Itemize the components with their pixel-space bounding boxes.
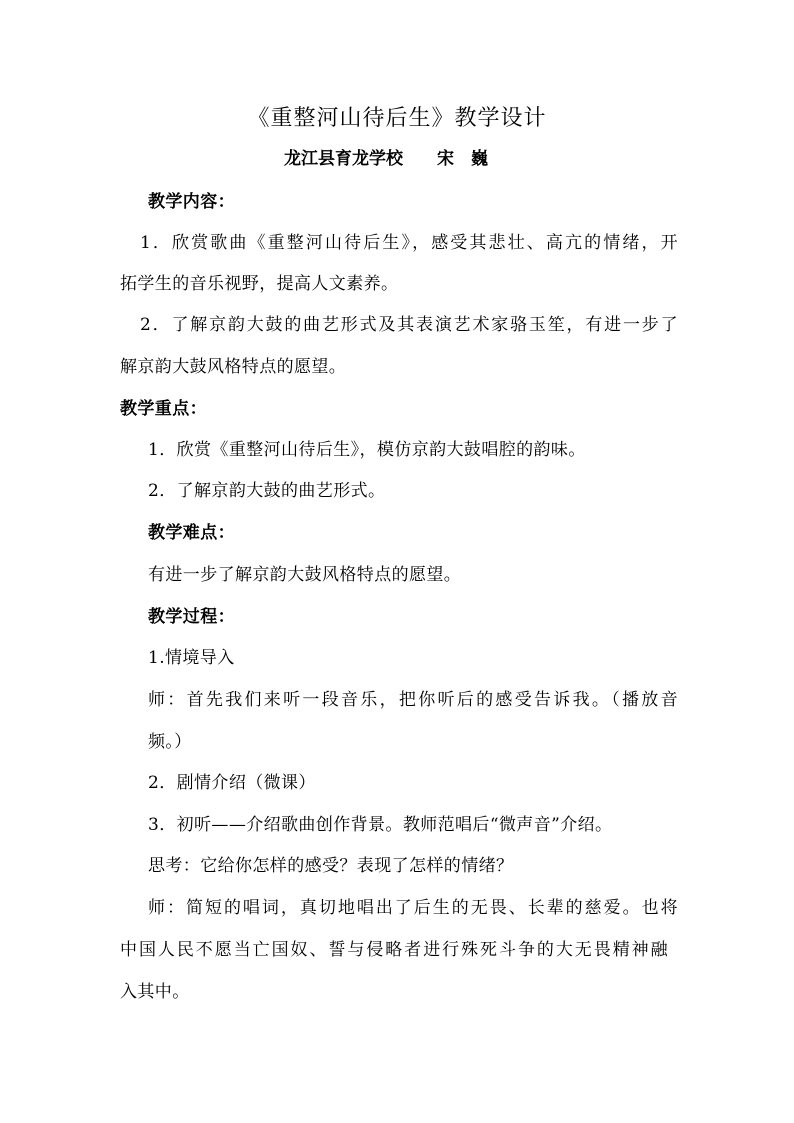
process-step-3: 3．初听——介绍歌曲创作背景。教师范唱后“微声音”介绍。 xyxy=(148,815,613,835)
process-step-1: 1.情境导入 xyxy=(148,648,235,668)
teacher-speech-1-line-2: 频。） xyxy=(148,732,192,752)
teaching-content-heading: 教学内容： xyxy=(148,192,235,212)
teaching-content-item-1-line-1: 1．欣赏歌曲《重整河山待后生》，感受其悲壮、高亢的情绪，开 xyxy=(140,233,678,253)
author-line: 龙江县育龙学校 宋 巍 xyxy=(284,149,488,169)
document-title: 《重整河山待后生》教学设计 xyxy=(247,106,547,131)
think-question: 思考：它给你怎样的感受？表现了怎样的情绪？ xyxy=(148,856,514,876)
teaching-content-item-1-line-2: 拓学生的音乐视野，提高人文素养。 xyxy=(120,274,399,294)
teacher-speech-1-line-1: 师：首先我们来听一段音乐，把你听后的感受告诉我。（播放音 xyxy=(148,690,678,710)
difficulties-heading: 教学难点： xyxy=(148,523,235,543)
difficulties-text: 有进一步了解京韵大鼓风格特点的愿望。 xyxy=(148,565,462,585)
process-step-2: 2．剧情介绍（微课） xyxy=(148,773,316,793)
key-points-heading: 教学重点： xyxy=(120,399,207,419)
process-heading: 教学过程： xyxy=(148,607,235,627)
teaching-content-item-2-line-1: 2．了解京韵大鼓的曲艺形式及其表演艺术家骆玉笙，有进一步了 xyxy=(140,315,678,335)
teacher-speech-2-line-1: 师：简短的唱词，真切地唱出了后生的无畏、长辈的慈爱。也将 xyxy=(148,898,678,918)
key-points-item-1: 1．欣赏《重整河山待后生》，模仿京韵大鼓唱腔的韵味。 xyxy=(148,440,586,460)
key-points-item-2: 2．了解京韵大鼓的曲艺形式。 xyxy=(148,481,386,501)
teacher-speech-2-line-2: 中国人民不愿当亡国奴、誓与侵略者进行殊死斗争的大无畏精神融 xyxy=(120,940,668,960)
teaching-content-item-2-line-2: 解京韵大鼓风格特点的愿望。 xyxy=(120,357,347,377)
teacher-speech-2-line-3: 入其中。 xyxy=(120,982,190,1002)
